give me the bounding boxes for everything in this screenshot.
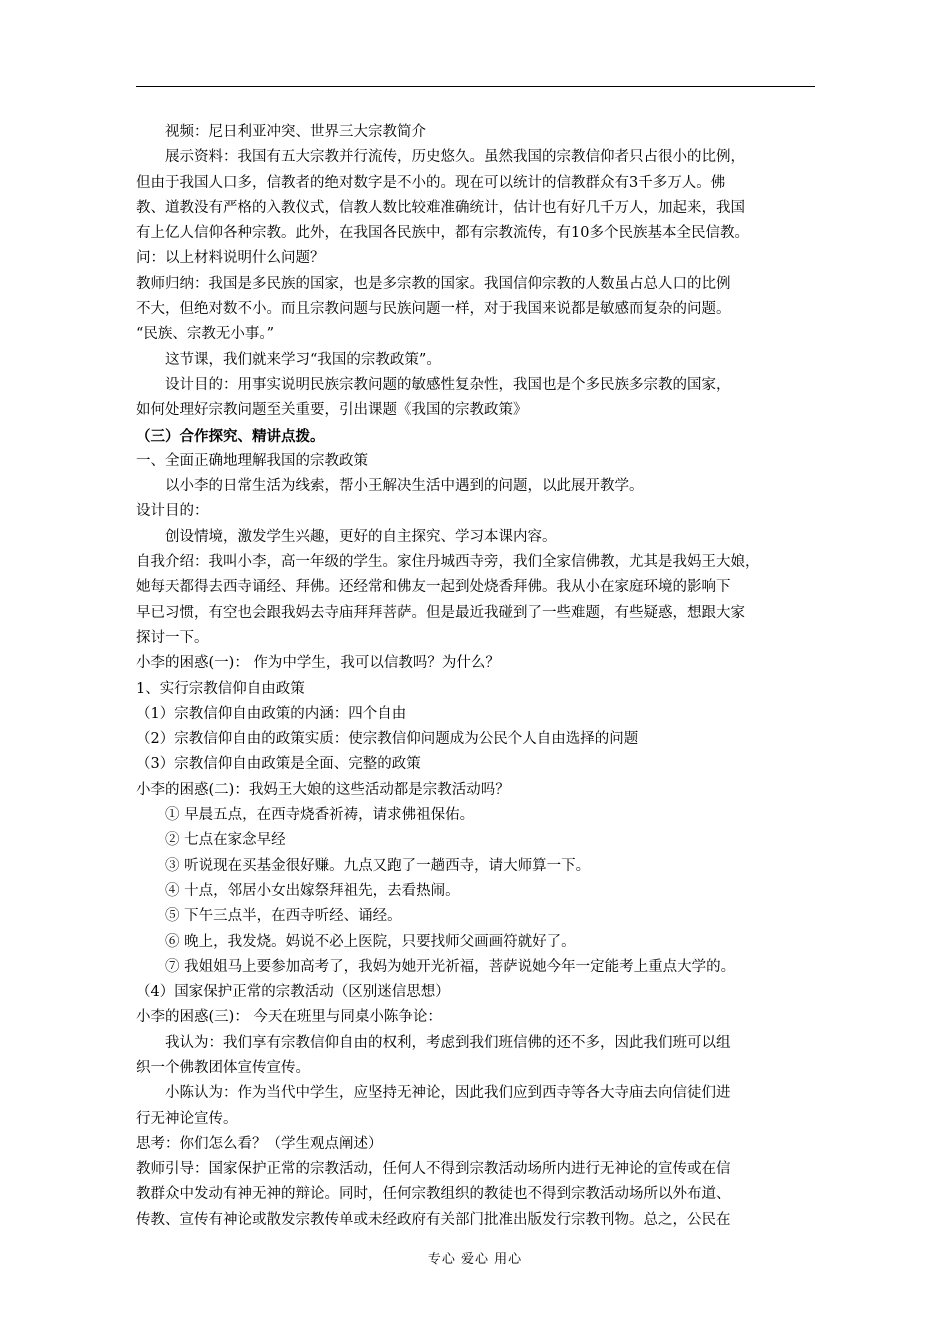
text-line: 她每天都得去西寺诵经、拜佛。还经常和佛友一起到处烧香拜佛。我从小在家庭环境的影响下 xyxy=(136,579,731,596)
text-line: 展示资料：我国有五大宗教并行流传，历史悠久。虽然我国的宗教信仰者只占很小的比例， xyxy=(165,149,745,166)
text-line: 一、全面正确地理解我国的宗教政策 xyxy=(136,452,368,469)
text-line: 设计目的： xyxy=(136,503,209,520)
document-body xyxy=(136,120,826,1233)
text-line: （1）宗教信仰自由政策的内涵：四个自由 xyxy=(136,705,407,722)
text-line: （4）国家保护正常的宗教活动（区别迷信思想） xyxy=(136,984,450,1001)
text-line: ④ 十点，邻居小女出嫁祭拜祖先，去看热闹。 xyxy=(165,882,460,899)
text-line: 教师归纳：我国是多民族的国家，也是多宗教的国家。我国信仰宗教的人数虽占总人口的比例 xyxy=(136,275,731,292)
text-line: 不大，但绝对数不小。而且宗教问题与民族问题一样，对于我国来说都是敏感而复杂的问题。 xyxy=(136,301,731,318)
text-line: 探讨一下。 xyxy=(136,629,209,646)
text-line: 自我介绍：我叫小李，高一年级的学生。家住丹城西寺旁，我们全家信佛教，尤其是我妈王大娘， xyxy=(136,554,760,571)
text-line: ⑦ 我姐姐马上要参加高考了，我妈为她开光祈福，菩萨说她今年一定能考上重点大学的。 xyxy=(165,958,736,975)
text-line: （3）宗教信仰自由政策是全面、完整的政策 xyxy=(136,756,421,773)
text-line: ③ 听说现在买基金很好赚。九点又跑了一趟西寺，请大师算一下。 xyxy=(165,857,591,874)
text-line: “民族、宗教无小事。” xyxy=(136,326,275,343)
text-line: 但由于我国人口多，信教者的绝对数字是不小的。现在可以统计的信教群众有3千多万人。佛 xyxy=(136,174,726,191)
page-footer: 专心 爱心 用心 xyxy=(427,1252,523,1267)
text-line: 小李的困惑(二)：我妈王大娘的这些活动都是宗教活动吗？ xyxy=(136,781,510,798)
text-line: 传教、宣传有神论或散发宗教传单或未经政府有关部门批准出版发行宗教刊物。总之，公民在 xyxy=(136,1211,731,1228)
text-line: 早已习惯，有空也会跟我妈去寺庙拜拜菩萨。但是最近我碰到了一些难题，有些疑惑，想跟大家 xyxy=(136,604,745,621)
text-line: ⑤ 下午三点半，在西寺听经、诵经。 xyxy=(165,908,402,925)
text-line: 问：以上材料说明什么问题？ xyxy=(136,250,325,267)
text-line: 织一个佛教团体宣传宣传。 xyxy=(136,1059,310,1076)
text-line: 视频：尼日利亚冲突、世界三大宗教简介 xyxy=(165,124,426,140)
text-line: 小李的困惑(三)： 今天在班里与同桌小陈争论： xyxy=(136,1009,442,1026)
text-line: 有上亿人信仰各种宗教。此外，在我国各民族中，都有宗教流传，有10多个民族基本全民信教。 xyxy=(136,225,749,242)
text-line: 创设情境，激发学生兴趣，更好的自主探究、学习本课内容。 xyxy=(165,528,557,545)
text-line: 小李的困惑(一)： 作为中学生，我可以信教吗？为什么？ xyxy=(136,655,500,672)
text-line: 教师引导：国家保护正常的宗教活动，任何人不得到宗教活动场所内进行无神论的宣传或在信 xyxy=(136,1161,731,1178)
text-line: ② 七点在家念早经 xyxy=(165,832,286,849)
text-line: （2）宗教信仰自由的政策实质：使宗教信仰问题成为公民个人自由选择的问题 xyxy=(136,731,639,748)
text-line: 设计目的：用事实说明民族宗教问题的敏感性复杂性，我国也是个多民族多宗教的国家， xyxy=(165,376,731,393)
text-line: （三）合作探究、精讲点拨。 xyxy=(136,427,325,445)
text-line: 行无神论宣传。 xyxy=(136,1110,238,1127)
text-line: 思考：你们怎么看？（学生观点阐述） xyxy=(136,1135,383,1152)
text-line: 教群众中发动有神无神的辩论。同时，任何宗教组织的教徒也不得到宗教活动场所以外布道、 xyxy=(136,1186,731,1203)
text-line: 这节课，我们就来学习“我国的宗教政策”。 xyxy=(165,351,441,368)
text-line: 1、实行宗教信仰自由政策 xyxy=(136,680,305,697)
text-line: 我认为：我们享有宗教信仰自由的权利，考虑到我们班信佛的还不多，因此我们班可以组 xyxy=(165,1034,731,1051)
text-line: 以小李的日常生活为线索，帮小王解决生活中遇到的问题，以此展开教学。 xyxy=(165,478,644,495)
header-rule xyxy=(136,86,815,87)
text-line: 小陈认为：作为当代中学生，应坚持无神论，因此我们应到西寺等各大寺庙去向信徒们进 xyxy=(165,1085,731,1102)
text-line: 教、道教没有严格的入教仪式，信教人数比较难准确统计，估计也有好几千万人，加起来，我国 xyxy=(136,199,745,216)
text-line: ⑥ 晚上，我发烧。妈说不必上医院，只要找师父画画符就好了。 xyxy=(165,933,576,950)
text-line: ① 早晨五点，在西寺烧香祈祷，请求佛祖保佑。 xyxy=(165,807,475,824)
text-line: 如何处理好宗教问题至关重要，引出课题《我国的宗教政策》 xyxy=(136,402,528,419)
